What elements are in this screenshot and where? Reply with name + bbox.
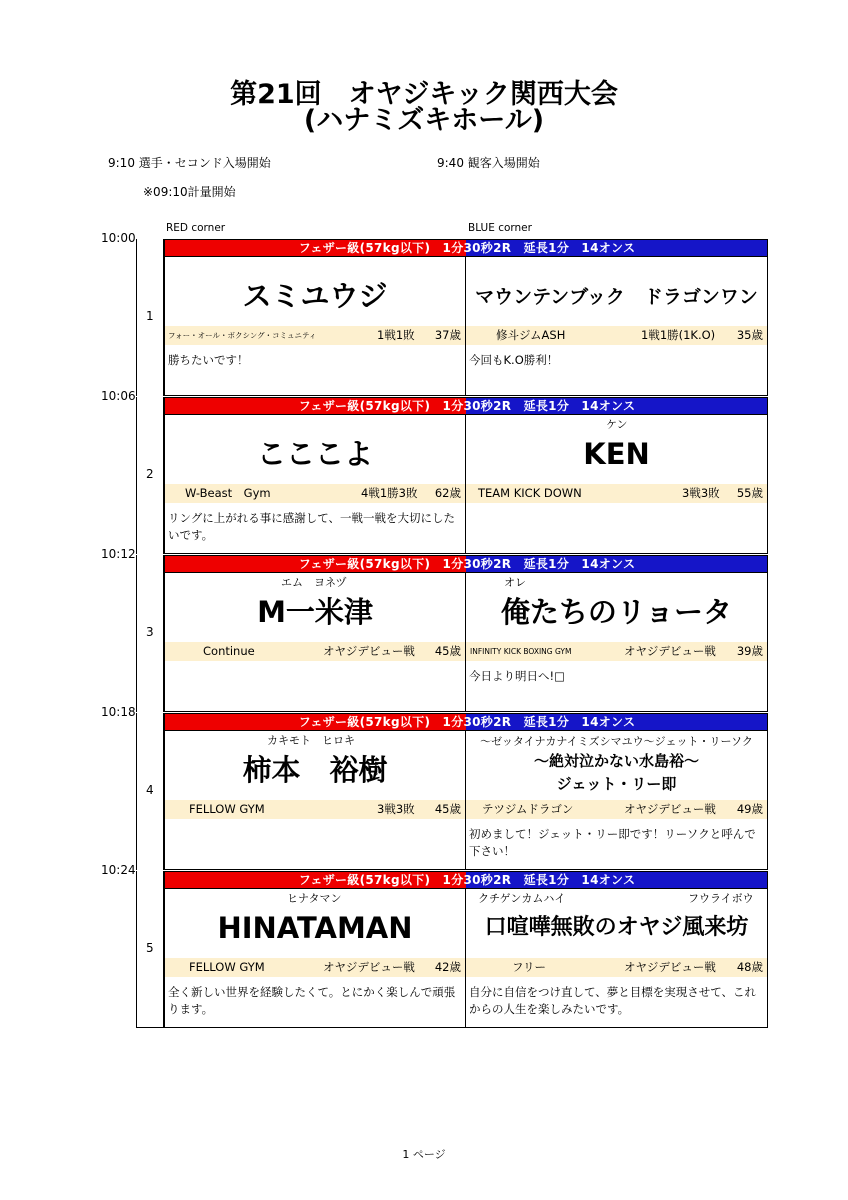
fighter-stats	[466, 326, 767, 345]
fighter-name: 口喧嘩無敗のオヤジ風来坊	[484, 915, 749, 940]
bout-header	[164, 555, 768, 573]
divider	[164, 711, 768, 712]
fighter-record: 4戦1勝3敗	[361, 486, 418, 500]
red-fighter	[164, 889, 465, 1028]
fighter-name: HINATAMAN	[217, 911, 413, 945]
fighter-name-line2: ジェット・リー即	[556, 775, 677, 793]
fighter-stats	[466, 484, 767, 503]
fighter-age: 42歳	[434, 960, 461, 974]
fighter-stats	[165, 642, 465, 661]
fighter-gym: テツジムドラゴン	[482, 802, 574, 816]
fighter-comment: 全く新しい世界を経験したくて。とにかく楽しんで頑張ります。	[168, 985, 456, 1016]
bout-header	[164, 871, 768, 889]
fighter-record: 3戦3敗	[682, 486, 720, 500]
fighter-age: 49歳	[736, 802, 763, 816]
fighter-name: こここよ	[256, 437, 373, 471]
fighter-age: 39歳	[736, 644, 763, 658]
fighter-age: 48歳	[736, 960, 763, 974]
bout-rules: フェザー級(57kg以下) 1分30秒2R 延長1分 14オンス	[298, 715, 636, 729]
fighter-record: 3戦3敗	[377, 802, 415, 816]
fighter-stats	[165, 484, 465, 503]
bout-number-cell	[136, 397, 164, 554]
fighter-age: 45歳	[434, 644, 461, 658]
fighter-stats	[165, 800, 465, 819]
fighter-gym: フリー	[512, 960, 547, 974]
weigh-in-text: ※09:10計量開始	[143, 185, 236, 199]
fighter-age: 62歳	[434, 486, 461, 500]
fighter-record: オヤジデビュー戦	[323, 644, 415, 658]
fighter-name-line1: ～絶対泣かない水島裕～	[533, 752, 699, 770]
bout-header	[164, 239, 768, 257]
bout-number: 2	[146, 467, 154, 481]
bout-number: 3	[146, 625, 154, 639]
red-fighter	[164, 415, 465, 554]
fighter-name: 柿本 裕樹	[242, 753, 388, 787]
bout-number-cell	[136, 713, 164, 870]
fighter-gym: INFINITY KICK BOXING GYM	[470, 647, 572, 656]
table-bottom-border	[136, 1027, 768, 1028]
fighter-stats	[466, 800, 767, 819]
bout-4	[101, 705, 768, 870]
blue-corner-label: BLUE corner	[468, 222, 532, 234]
fighter-name: スミユウジ	[242, 279, 388, 313]
entry-start-text: 9:10 選手・セコンド入場開始	[108, 156, 271, 170]
red-corner-label: RED corner	[166, 222, 226, 234]
fighter-furigana: オレ	[504, 576, 526, 589]
bout-header	[164, 713, 768, 731]
fighter-furigana: エム ヨネヅ	[281, 576, 347, 589]
fighter-stats	[165, 958, 465, 977]
fighter-record: オヤジデビュー戦	[624, 802, 716, 816]
bout-number: 5	[146, 941, 154, 955]
blue-fighter	[465, 889, 768, 1028]
red-fighter	[164, 257, 465, 396]
fighter-record: オヤジデビュー戦	[624, 960, 716, 974]
bout-1	[101, 231, 768, 396]
bout-time: 10:06	[101, 389, 136, 403]
fighter-stats	[466, 642, 767, 661]
fighter-gym: FELLOW GYM	[189, 960, 265, 974]
fighter-furigana: ～ゼッタイナカナイミズシマユウ～ジェット・リーソク	[480, 735, 753, 748]
bout-header	[164, 397, 768, 415]
fighter-record: オヤジデビュー戦	[624, 644, 716, 658]
fighter-record: 1戦1勝(1K.O)	[641, 328, 716, 342]
fighter-name: M一米津	[257, 595, 373, 629]
bout-rules: フェザー級(57kg以下) 1分30秒2R 延長1分 14オンス	[298, 241, 636, 255]
bout-number-cell	[136, 555, 164, 712]
fighter-gym: TEAM KICK DOWN	[478, 486, 582, 500]
fighter-comment: 初めまして！ジェット・リー即です！リーソクと呼んで下さい！	[469, 827, 756, 858]
bout-time: 10:24	[101, 863, 136, 877]
bout-number-cell	[136, 239, 164, 396]
fighter-gym: W-Beast Gym	[185, 486, 271, 500]
fighter-gym: FELLOW GYM	[189, 802, 265, 816]
fighter-name: 俺たちのリョータ	[500, 595, 733, 629]
bout-number: 1	[146, 309, 154, 323]
bout-time: 10:00	[101, 231, 136, 245]
fighter-gym: 修斗ジムASH	[496, 328, 566, 342]
blue-fighter	[465, 415, 768, 554]
fighter-age: 37歳	[434, 328, 461, 342]
page-title: 第21回 オヤジキック関西大会	[230, 79, 618, 110]
fighter-furigana: カキモト ヒロキ	[267, 734, 355, 747]
fighter-stats	[466, 958, 767, 977]
fighter-furigana: フウライボウ	[688, 892, 754, 905]
blue-fighter	[465, 257, 768, 396]
fighter-name: マウンテンブック ドラゴンワン	[475, 286, 758, 308]
page-number: 1 ページ	[402, 1148, 446, 1161]
bout-5	[101, 863, 768, 1028]
bout-2	[101, 389, 768, 554]
red-fighter	[164, 731, 465, 870]
bout-number-cell	[136, 871, 164, 1028]
audience-start-text: 9:40 観客入場開始	[437, 156, 540, 170]
divider	[164, 869, 768, 870]
bout-rules: フェザー級(57kg以下) 1分30秒2R 延長1分 14オンス	[298, 399, 636, 413]
red-fighter	[164, 573, 465, 712]
fighter-age: 55歳	[736, 486, 763, 500]
bout-time: 10:12	[101, 547, 136, 561]
fighter-comment: 今日より明日へ!□	[469, 669, 565, 683]
fighter-comment: 自分に自信をつけ直して、夢と目標を実現させて、これからの人生を楽しみたいです。	[469, 985, 757, 1016]
fighter-comment: 今回もK.O勝利！	[469, 353, 559, 367]
bout-rules: フェザー級(57kg以下) 1分30秒2R 延長1分 14オンス	[298, 557, 636, 571]
fighter-gym: Continue	[203, 644, 255, 658]
bout-number: 4	[146, 783, 154, 797]
bout-3	[101, 547, 768, 712]
blue-fighter	[465, 731, 768, 870]
bout-time: 10:18	[101, 705, 136, 719]
fighter-record: オヤジデビュー戦	[323, 960, 415, 974]
fighter-age: 35歳	[736, 328, 763, 342]
bout-rules: フェザー級(57kg以下) 1分30秒2R 延長1分 14オンス	[298, 873, 636, 887]
divider	[164, 553, 768, 554]
fighter-gym: フォー・オール・ボクシング・コミュニティ	[168, 331, 317, 340]
page-subtitle: (ハナミズキホール)	[303, 105, 545, 136]
fighter-name: KEN	[583, 437, 650, 471]
fighter-furigana: クチゲンカムハイ	[478, 892, 566, 905]
fighter-furigana: ヒナタマン	[287, 892, 342, 905]
fighter-comment: 勝ちたいです！	[168, 353, 249, 367]
fighter-comment: リングに上がれる事に感謝して、一戦一戦を大切にしたいです。	[168, 511, 456, 542]
fighter-stats	[165, 326, 465, 345]
fighter-age: 45歳	[434, 802, 461, 816]
divider	[164, 395, 768, 396]
fighter-furigana: ケン	[606, 418, 628, 431]
fighter-record: 1戦1敗	[377, 328, 415, 342]
blue-fighter	[465, 573, 768, 712]
